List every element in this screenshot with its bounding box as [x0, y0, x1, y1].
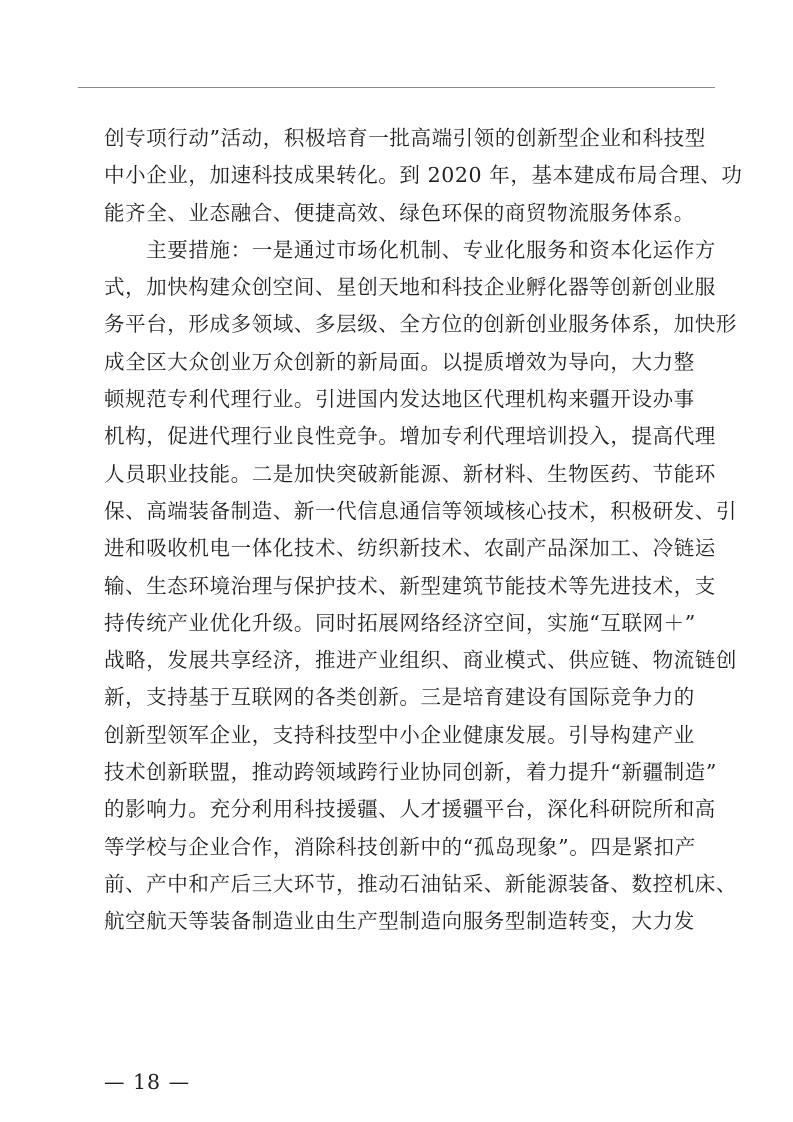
paragraph-2-line-14: 创新型领军企业，支持科技型中小企业健康发展。引导构建产业: [104, 722, 695, 747]
paragraph-1-line-3: 能齐全、业态融合、便捷高效、绿色环保的商贸物流服务体系。: [104, 200, 695, 225]
paragraph-1-line-2: 中小企业，加速科技成果转化。到 2020 年，基本建成布局合理、功: [104, 163, 743, 188]
paragraph-1-line-1: 创专项行动”活动，积极培育一批高端引领的创新型企业和科技型: [104, 126, 706, 150]
paragraph-2-line-5: 顿规范专利代理行业。引进国内发达地区代理机构来疆开设办事: [104, 387, 695, 412]
paragraph-2-line-4: 成全区大众创业万众创新的新局面。以提质增效为导向，大力整: [104, 349, 695, 374]
paragraph-2-line-1: 主要措施：一是通过市场化机制、专业化服务和资本化运作方: [104, 237, 716, 262]
paragraph-2-line-15: 技术创新联盟，推动跨领域跨行业协同创新，着力提升“新疆制造”: [104, 760, 717, 785]
paragraph-2-line-7: 人员职业技能。二是加快突破新能源、新材料、生物医药、节能环: [104, 461, 716, 486]
paragraph-2-line-3: 务平台，形成多领域、多层级、全方位的创新创业服务体系，加快形: [104, 312, 737, 337]
page-body-text: [104, 120, 743, 978]
paragraph-2-line-6: 机构，促进代理行业良性竞争。增加专利代理培训投入，提高代理: [104, 424, 716, 449]
page-number: — 18 —: [104, 1070, 191, 1094]
paragraph-2-line-8: 保、高端装备制造、新一代信息通信等领域核心技术，积极研发、引: [104, 498, 737, 523]
paragraph-2-line-17: 等学校与企业合作，消除科技创新中的“孤岛现象”。四是紧扣产: [104, 834, 696, 859]
paragraph-2-line-11: 持传统产业优化升级。同时拓展网络经济空间，实施“互联网＋”: [104, 610, 696, 635]
paragraph-2-line-18: 前、产中和产后三大环节，推动石油钻采、新能源装备、数控机床、: [104, 871, 737, 896]
paragraph-2-line-20: [104, 941, 691, 978]
paragraph-2-line-12: 战略，发展共享经济，推进产业组织、商业模式、供应链、物流链创: [104, 648, 737, 673]
paragraph-2-line-10: 输、生态环境治理与保护技术、新型建筑节能技术等先进技术，支: [104, 573, 716, 598]
paragraph-2-line-9: 进和吸收机电一体化技术、纺织新技术、农副产品深加工、冷链运: [104, 536, 716, 561]
header-rule: [78, 87, 715, 88]
paragraph-2-line-16: 的影响力。充分利用科技援疆、人才援疆平台，深化科研院所和高: [104, 797, 716, 822]
paragraph-2-line-19: 航空航天等装备制造业由生产型制造向服务型制造转变，大力发: [104, 909, 695, 934]
paragraph-2-line-13: 新，支持基于互联网的各类创新。三是培育建设有国际竞争力的: [104, 685, 695, 710]
paragraph-2-line-2: 式，加快构建众创空间、星创天地和科技企业孵化器等创新创业服: [104, 275, 716, 300]
